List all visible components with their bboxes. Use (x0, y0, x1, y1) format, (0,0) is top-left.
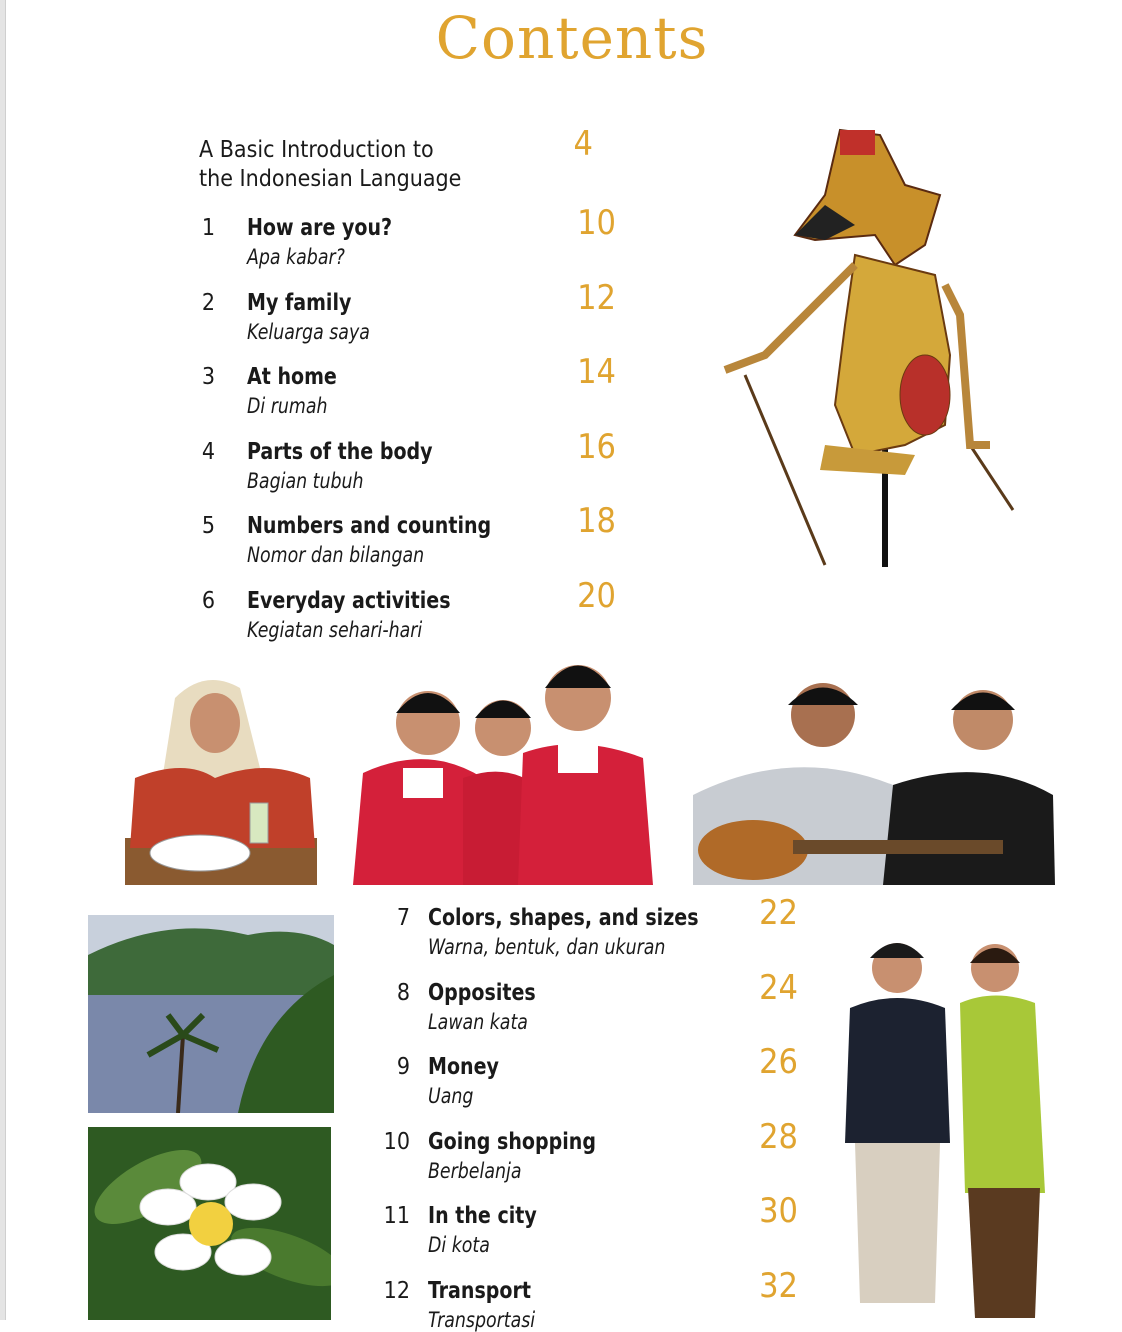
wayang-puppet-image (705, 125, 1020, 575)
page-edge (0, 0, 6, 1320)
chapter-title[interactable]: Parts of the body (247, 438, 433, 465)
boys-playing-guitar-photo (693, 675, 1055, 885)
tropical-lake-photo (88, 915, 334, 1113)
chapter-subtitle: Kegiatan sehari-hari (247, 617, 423, 642)
kids-traditional-clothes-photo (840, 933, 1050, 1320)
schoolgirls-photo (343, 643, 658, 885)
chapter-number: 2 (201, 289, 215, 316)
chapter-subtitle: Uang (428, 1084, 474, 1108)
chapter-number: 3 (201, 364, 215, 390)
chapter-title[interactable]: In the city (428, 1203, 537, 1229)
chapter-number: 7 (396, 905, 410, 931)
chapter-subtitle: Berbelanja (428, 1158, 522, 1183)
chapter-title[interactable]: Colors, shapes, and sizes (428, 905, 699, 931)
page-title: Contents (435, 4, 709, 72)
chapter-number: 9 (396, 1054, 410, 1080)
chapter-page-number: 30 (759, 1191, 798, 1231)
chapter-number: 12 (383, 1277, 410, 1304)
intro-line2: the Indonesian Language (199, 166, 462, 192)
chapter-number: 8 (396, 979, 410, 1006)
chapter-number: 4 (201, 438, 215, 465)
chapter-number: 6 (201, 587, 215, 614)
chapter-page-number: 24 (759, 967, 798, 1008)
chapter-subtitle: Bagian tubuh (247, 468, 364, 493)
chapter-number: 1 (201, 215, 215, 241)
chapter-title[interactable]: At home (247, 364, 337, 390)
chapter-subtitle: Di rumah (247, 394, 328, 418)
frangipani-flower-photo (88, 1127, 331, 1320)
chapter-number: 5 (201, 513, 215, 539)
chapter-number: 10 (383, 1128, 410, 1155)
chapter-title[interactable]: Numbers and counting (247, 513, 492, 539)
chapter-page-number: 32 (759, 1265, 798, 1306)
chapter-title[interactable]: Everyday activities (247, 587, 451, 614)
chapter-subtitle: Lawan kata (428, 1009, 528, 1034)
chapter-title[interactable]: Opposites (428, 979, 536, 1006)
chapter-page-number: 26 (759, 1042, 798, 1082)
chapter-page-number: 20 (577, 575, 616, 616)
chapter-title[interactable]: Going shopping (428, 1128, 596, 1155)
chapter-title[interactable]: My family (247, 289, 352, 316)
chapter-page-number: 18 (577, 501, 616, 541)
chapter-page-number: 16 (577, 426, 616, 467)
chapter-page-number: 22 (759, 893, 798, 933)
intro-entry (199, 136, 461, 194)
intro-line1: A Basic Introduction to (199, 137, 434, 163)
chapter-subtitle: Di kota (428, 1233, 490, 1257)
woman-drinking-photo (125, 668, 317, 885)
intro-page-number: 4 (573, 124, 593, 164)
chapter-subtitle: Keluarga saya (247, 319, 370, 344)
chapter-title[interactable]: Money (428, 1054, 499, 1080)
chapter-page-number: 14 (577, 352, 616, 392)
chapter-subtitle: Warna, bentuk, dan ukuran (428, 935, 666, 959)
chapter-page-number: 10 (577, 203, 616, 243)
chapter-subtitle: Transportasi (428, 1307, 536, 1332)
chapter-subtitle: Nomor dan bilangan (247, 543, 425, 567)
chapter-title[interactable]: How are you? (247, 215, 393, 241)
chapter-page-number: 12 (577, 277, 616, 318)
chapter-subtitle: Apa kabar? (247, 245, 345, 269)
chapter-title[interactable]: Transport (428, 1277, 531, 1304)
chapter-number: 11 (383, 1203, 410, 1229)
chapter-page-number: 28 (759, 1116, 798, 1157)
